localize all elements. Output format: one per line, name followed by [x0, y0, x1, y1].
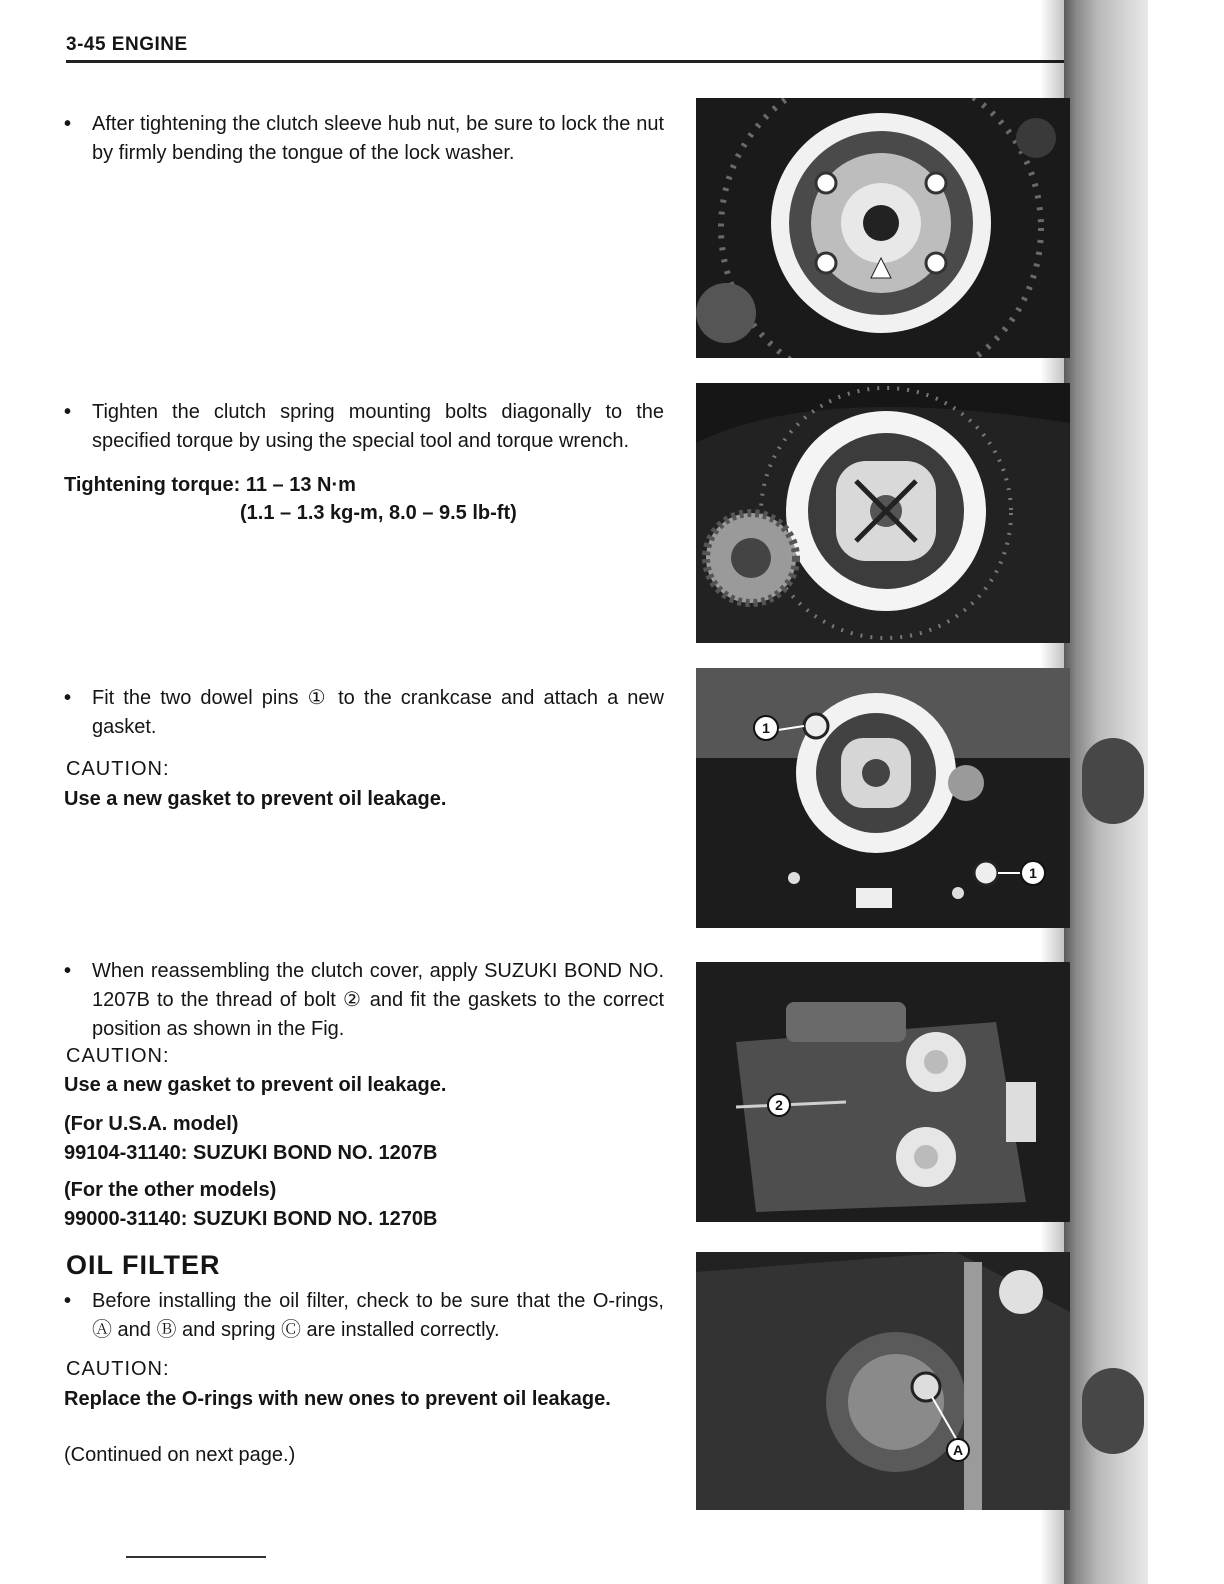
step-text: When reassembling the clutch cover, apply SUZUKI BOND NO. 1207B to the thread of bolt ② and fit the gaskets to the correct position as shown in the Fig. — [92, 960, 664, 1040]
continued-note: (Continued on next page.) — [64, 1444, 296, 1466]
step-oil-filter — [64, 1287, 664, 1345]
header-rule — [66, 60, 1066, 63]
callout-oring-a: A — [952, 1442, 964, 1458]
bullet: • — [64, 960, 72, 982]
step-spring-bolts — [64, 398, 664, 456]
callout-dowel-left: 1 — [762, 720, 770, 736]
photo-oil-filter — [696, 1252, 1070, 1510]
step-lock-washer — [64, 110, 664, 168]
caution-text: Use a new gasket to prevent oil leakage. — [64, 788, 447, 810]
step-text: Fit the two dowel pins ① to the crankcase and attach a new gasket. — [92, 687, 664, 738]
bond-usa-part: 99104-31140: SUZUKI BOND NO. 1207B — [64, 1142, 438, 1164]
caution-heading: CAUTION: — [66, 1045, 170, 1067]
binder-hole — [1082, 738, 1144, 824]
binder-hole — [1082, 1368, 1144, 1454]
callout-dowel-right: 1 — [1029, 865, 1037, 881]
section-title: OIL FILTER — [66, 1250, 221, 1280]
photo-clutch-hub — [696, 98, 1070, 358]
callout-bolt: 2 — [775, 1097, 783, 1113]
caution-heading: CAUTION: — [66, 1358, 170, 1380]
photo-dowel-pins — [696, 668, 1070, 928]
step-dowel-pins — [64, 684, 664, 742]
caution-text: Replace the O-rings with new ones to prevent oil leakage. — [64, 1388, 611, 1410]
bullet: • — [64, 687, 72, 709]
page-margin — [1148, 0, 1224, 1584]
torque-alt-units: (1.1 – 1.3 kg-m, 8.0 – 9.5 lb-ft) — [240, 502, 517, 524]
bullet: • — [64, 1290, 72, 1312]
bond-usa-label: (For U.S.A. model) — [64, 1113, 239, 1135]
step-text: After tightening the clutch sleeve hub nut, be sure to lock the nut by firmly bending the tongue of the lock washer. — [92, 113, 664, 164]
step-clutch-cover — [64, 957, 664, 1044]
page-header: 3-45 ENGINE — [66, 34, 188, 55]
step-text: Tighten the clutch spring mounting bolts diagonally to the specified torque by using the special tool and torque wrench. — [92, 401, 664, 452]
bond-other-label: (For the other models) — [64, 1179, 277, 1201]
photo-clutch-cover — [696, 962, 1070, 1222]
footer-rule — [126, 1556, 266, 1558]
bullet: • — [64, 113, 72, 135]
torque-spec: Tightening torque: 11 – 13 N·m — [64, 474, 356, 496]
caution-heading: CAUTION: — [66, 758, 170, 780]
bond-other-part: 99000-31140: SUZUKI BOND NO. 1270B — [64, 1208, 438, 1230]
bullet: • — [64, 401, 72, 423]
caution-text: Use a new gasket to prevent oil leakage. — [64, 1074, 447, 1096]
step-text: Before installing the oil filter, check to be sure that the O-rings, Ⓐ and Ⓑ and spring Ⓒ are installed correctly. — [92, 1290, 664, 1341]
photo-spring-bolts — [696, 383, 1070, 643]
